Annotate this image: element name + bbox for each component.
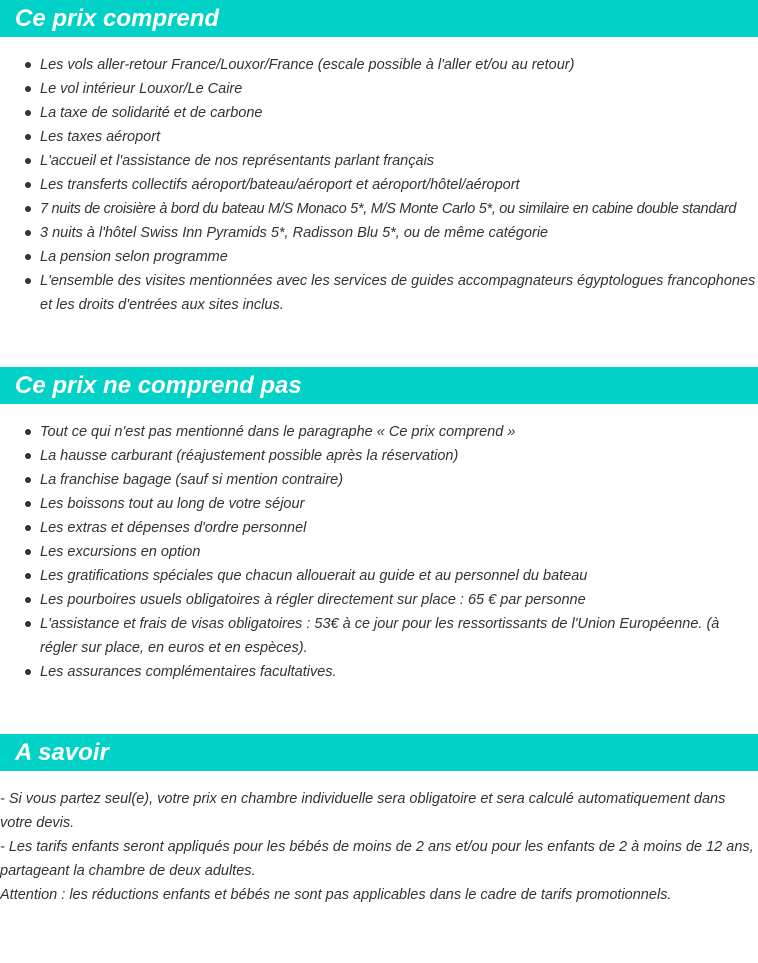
- info-header: [0, 734, 758, 771]
- excludes-item: Les boissons tout au long de votre séjour: [0, 492, 758, 516]
- excludes-title: Ce prix ne comprend pas: [15, 372, 302, 399]
- includes-item: L'ensemble des visites mentionnées avec les services de guides accompagnateurs égyptologues francophones et les droits d'entrées aux sites inclus.: [0, 269, 758, 317]
- includes-title: Ce prix comprend: [15, 5, 220, 32]
- includes-item: Les vols aller-retour France/Louxor/France (escale possible à l'aller et/ou au retour): [0, 53, 758, 77]
- excludes-item: Les extras et dépenses d'ordre personnel: [0, 516, 758, 540]
- includes-item: L'accueil et l'assistance de nos représentants parlant français: [0, 149, 758, 173]
- excludes-list: [0, 420, 758, 684]
- includes-item: 3 nuits à l'hôtel Swiss Inn Pyramids 5*, Radisson Blu 5*, ou de même catégorie: [0, 221, 758, 245]
- excludes-item: L'assistance et frais de visas obligatoires : 53€ à ce jour pour les ressortissants de l'Union Européenne. (à régler sur place, en euros et en espèces).: [0, 612, 758, 660]
- excludes-item: Tout ce qui n'est pas mentionné dans le paragraphe « Ce prix comprend »: [0, 420, 758, 444]
- excludes-item: Les excursions en option: [0, 540, 758, 564]
- includes-item: Le vol intérieur Louxor/Le Caire: [0, 77, 758, 101]
- includes-header: [0, 0, 758, 37]
- includes-item: La taxe de solidarité et de carbone: [0, 101, 758, 125]
- info-line: Attention : les réductions enfants et bébés ne sont pas applicables dans le cadre de tarifs promotionnels.: [0, 887, 672, 903]
- info-line: - Les tarifs enfants seront appliqués pour les bébés de moins de 2 ans et/ou pour les enfants de 2 à moins de 12 ans, partageant la chambre de deux adultes.: [0, 839, 754, 879]
- includes-item: Les taxes aéroport: [0, 125, 758, 149]
- info-line: - Si vous partez seul(e), votre prix en chambre individuelle sera obligatoire et sera calculé automatiquement dans votre devis.: [0, 791, 726, 831]
- excludes-item: Les assurances complémentaires facultatives.: [0, 660, 758, 684]
- includes-list: [0, 53, 758, 317]
- excludes-item: Les gratifications spéciales que chacun allouerait au guide et au personnel du bateau: [0, 564, 758, 588]
- includes-item: La pension selon programme: [0, 245, 758, 269]
- includes-item: Les transferts collectifs aéroport/bateau/aéroport et aéroport/hôtel/aéroport: [0, 173, 758, 197]
- excludes-item: La hausse carburant (réajustement possible après la réservation): [0, 444, 758, 468]
- excludes-item: Les pourboires usuels obligatoires à régler directement sur place : 65 € par personne: [0, 588, 758, 612]
- info-title: A savoir: [15, 739, 109, 766]
- info-notes: [0, 787, 758, 907]
- includes-item: 7 nuits de croisière à bord du bateau M/S Monaco 5*, M/S Monte Carlo 5*, ou similaire en cabine double standard: [0, 197, 758, 221]
- excludes-header: [0, 367, 758, 404]
- excludes-item: La franchise bagage (sauf si mention contraire): [0, 468, 758, 492]
